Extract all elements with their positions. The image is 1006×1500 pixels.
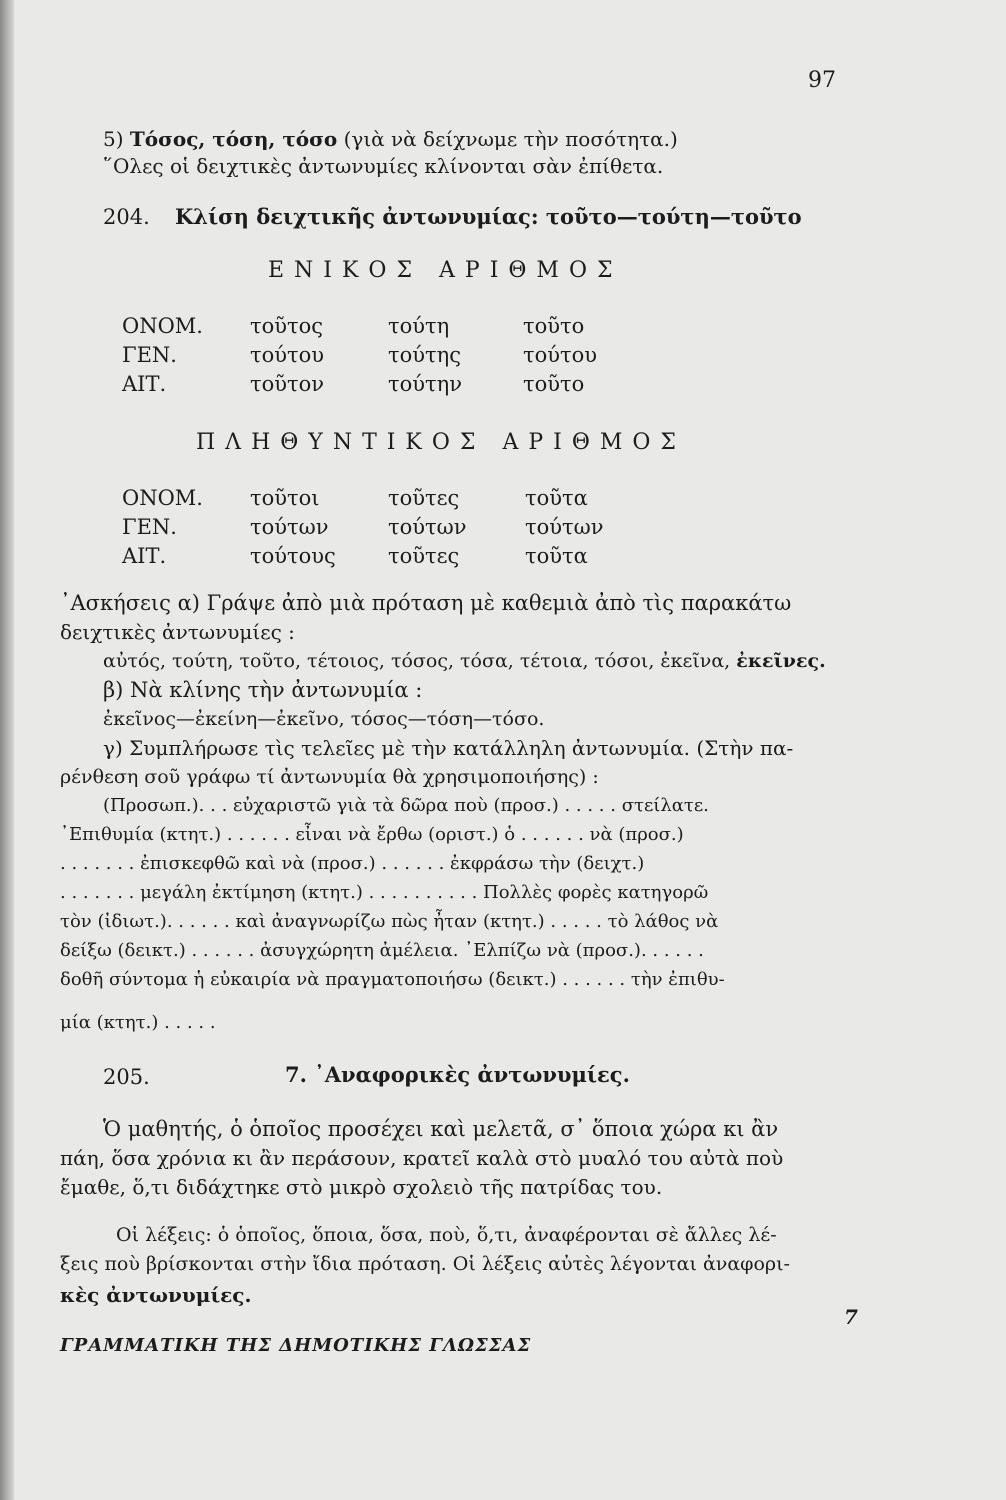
item5-bold: Τόσος, τόση, τόσο [129,127,338,151]
sec205-para2-line3: κὲς ἀντωνυμίες. [60,1283,252,1307]
item5-rest: (γιὰ νὰ δείχνωμε τὴν ποσότητα.) [343,127,678,151]
exercise-c-line9: δοθῆ σύντομα ἡ εὐκαιρία νὰ πραγματοποιήσω (δεικτ.) . . . . . . τὴν ἐπιθυ- [60,969,725,990]
table-cell: τούτους [250,544,336,568]
sec205-number: 205. [103,1065,150,1089]
table-cell: ΟΝΟΜ. [122,314,203,338]
exercise-b-line2: ἐκεῖνος—ἐκείνη—ἐκεῖνο, τόσος—τόση—τόσο. [103,708,545,730]
exercise-c-line2: ρένθεση σοῦ γράφω τί ἀντωνυμία θὰ χρησιμοποιήσης) : [60,766,599,788]
footer-signature-mark: 7 [844,1305,859,1329]
table-cell: ΟΝΟΜ. [122,486,203,510]
footer-book-title: ΓΡΑΜΜΑΤΙΚΗ ΤΗΣ ΔΗΜΟΤΙΚΗΣ ΓΛΩΣΣΑΣ [60,1335,532,1356]
table-cell: τοῦτα [525,486,588,510]
table-cell: τούτης [388,343,461,367]
table-cell: τοῦτος [250,314,324,338]
sec205-para2-line1: Οἱ λέξεις: ὁ ὁποῖος, ὅποια, ὅσα, ποὺ, ὅ,τι, ἀναφέρονται σὲ ἄλλες λέ- [116,1224,777,1246]
exercise-c-line1: γ) Συμπλήρωσε τὶς τελεῖες μὲ τὴν κατάλληλη ἀντωνυμία. (Στὴν πα- [103,736,794,760]
exercise-a-words [103,648,826,674]
sec205-para2-line2: ξεις ποὺ βρίσκονται στὴν ἴδια πρόταση. Οἱ λέξεις αὐτὲς λέγονται ἀναφορι- [60,1253,790,1275]
table-cell: τούτη [388,314,450,338]
exercise-c-line7: τὸν (ἰδιωτ.). . . . . . καὶ ἀναγνωρίζω πὼς ἦταν (κτητ.) . . . . . τὸ λάθος νὰ [60,911,719,932]
sec205-para1-line3: ἔμαθε, ὅ,τι διδάχτηκε στὸ μικρὸ σχολειὸ τῆς πατρίδας του. [60,1175,663,1199]
sec205-para1-line1: Ὁ μαθητής, ὁ ὁποῖος προσέχει καὶ μελετᾶ, σ᾿ ὅποια χώρα κι ἂν [103,1117,779,1141]
table-cell: ΓΕΝ. [122,515,177,539]
sec204-number: 204. [103,205,150,229]
sec204-heading: Κλίση δειχτικῆς ἀντωνυμίας: τοῦτο—τούτη—τοῦτο [175,204,802,229]
table-cell: ΓΕΝ. [122,343,177,367]
table-cell: τούτων [388,515,467,539]
exercise-b-line1: β) Νὰ κλίνης τὴν ἀντωνυμία : [103,678,423,702]
sec205-para1-line2: πάη, ὅσα χρόνια κι ἂν περάσουν, κρατεῖ καλὰ στὸ μυαλό του αὐτὰ ποὺ [60,1146,784,1170]
exercise-a-words-list: αὐτός, τούτη, τοῦτο, τέτοιος, τόσος, τόσα, τέτοια, τόσοι, ἐκεῖνα, [103,650,731,672]
table-cell: τούτην [388,372,462,396]
table-cell: τούτου [523,343,598,367]
exercise-a-words-last: ἐκεῖνες. [736,650,826,672]
exercise-a-line2: δειχτικὲς ἀντωνυμίες : [60,620,295,644]
table-cell: τοῦτο [523,372,585,396]
exercise-c-line10: μία (κτητ.) . . . . . [60,1012,216,1033]
plural-title: ΠΛΗΘΥΝΤΙΚΟΣ ΑΡΙΘΜΟΣ [196,430,686,455]
table-cell: ΑΙΤ. [122,372,167,396]
singular-title: ΕΝΙΚΟΣ ΑΡΙΘΜΟΣ [268,258,623,283]
table-cell: τοῦτον [250,372,325,396]
item5-line2: ῞Ολες οἱ δειχτικὲς ἀντωνυμίες κλίνονται σὰν ἐπίθετα. [103,154,664,178]
item5-line1 [103,126,678,152]
page-spine-shadow [0,0,14,1500]
table-cell: τοῦτα [525,544,588,568]
table-cell: τούτων [525,515,604,539]
sec205-heading: 7. ᾿Αναφορικὲς ἀντωνυμίες. [285,1062,630,1087]
item5-prefix: 5) [103,127,124,151]
exercise-c-line6: . . . . . . . μεγάλη ἐκτίμηση (κτητ.) . . . . . . . . . . Πολλὲς φορὲς κατηγορῶ [60,882,709,903]
exercise-c-line8: δείξω (δεικτ.) . . . . . . ἀσυγχώρητη ἀμέλεια. ᾿Ελπίζω νὰ (προσ.). . . . . . [60,940,704,961]
table-cell: τοῦτοι [250,486,320,510]
table-cell: τοῦτες [388,486,460,510]
table-cell: ΑΙΤ. [122,544,167,568]
exercise-c-line4: ᾿Επιθυμία (κτητ.) . . . . . . εἶναι νὰ ἔρθω (οριστ.) ὁ . . . . . . νὰ (προσ.) [60,824,684,845]
table-cell: τοῦτες [388,544,460,568]
table-cell: τούτου [250,343,325,367]
exercise-a-line1: ᾿Ασκήσεις α) Γράψε ἀπὸ μιὰ πρόταση μὲ καθεμιὰ ἀπὸ τὶς παρακάτω [60,591,792,615]
table-cell: τοῦτο [523,314,585,338]
exercise-c-line5: . . . . . . . ἐπισκεφθῶ καὶ νὰ (προσ.) . . . . . . ἐκφράσω τὴν (δειχτ.) [60,853,645,874]
exercise-c-line3: (Προσωπ.). . . εὐχαριστῶ γιὰ τὰ δῶρα ποὺ (προσ.) . . . . . στείλατε. [103,795,709,816]
table-cell: τούτων [250,515,329,539]
page-number: 97 [808,68,836,93]
